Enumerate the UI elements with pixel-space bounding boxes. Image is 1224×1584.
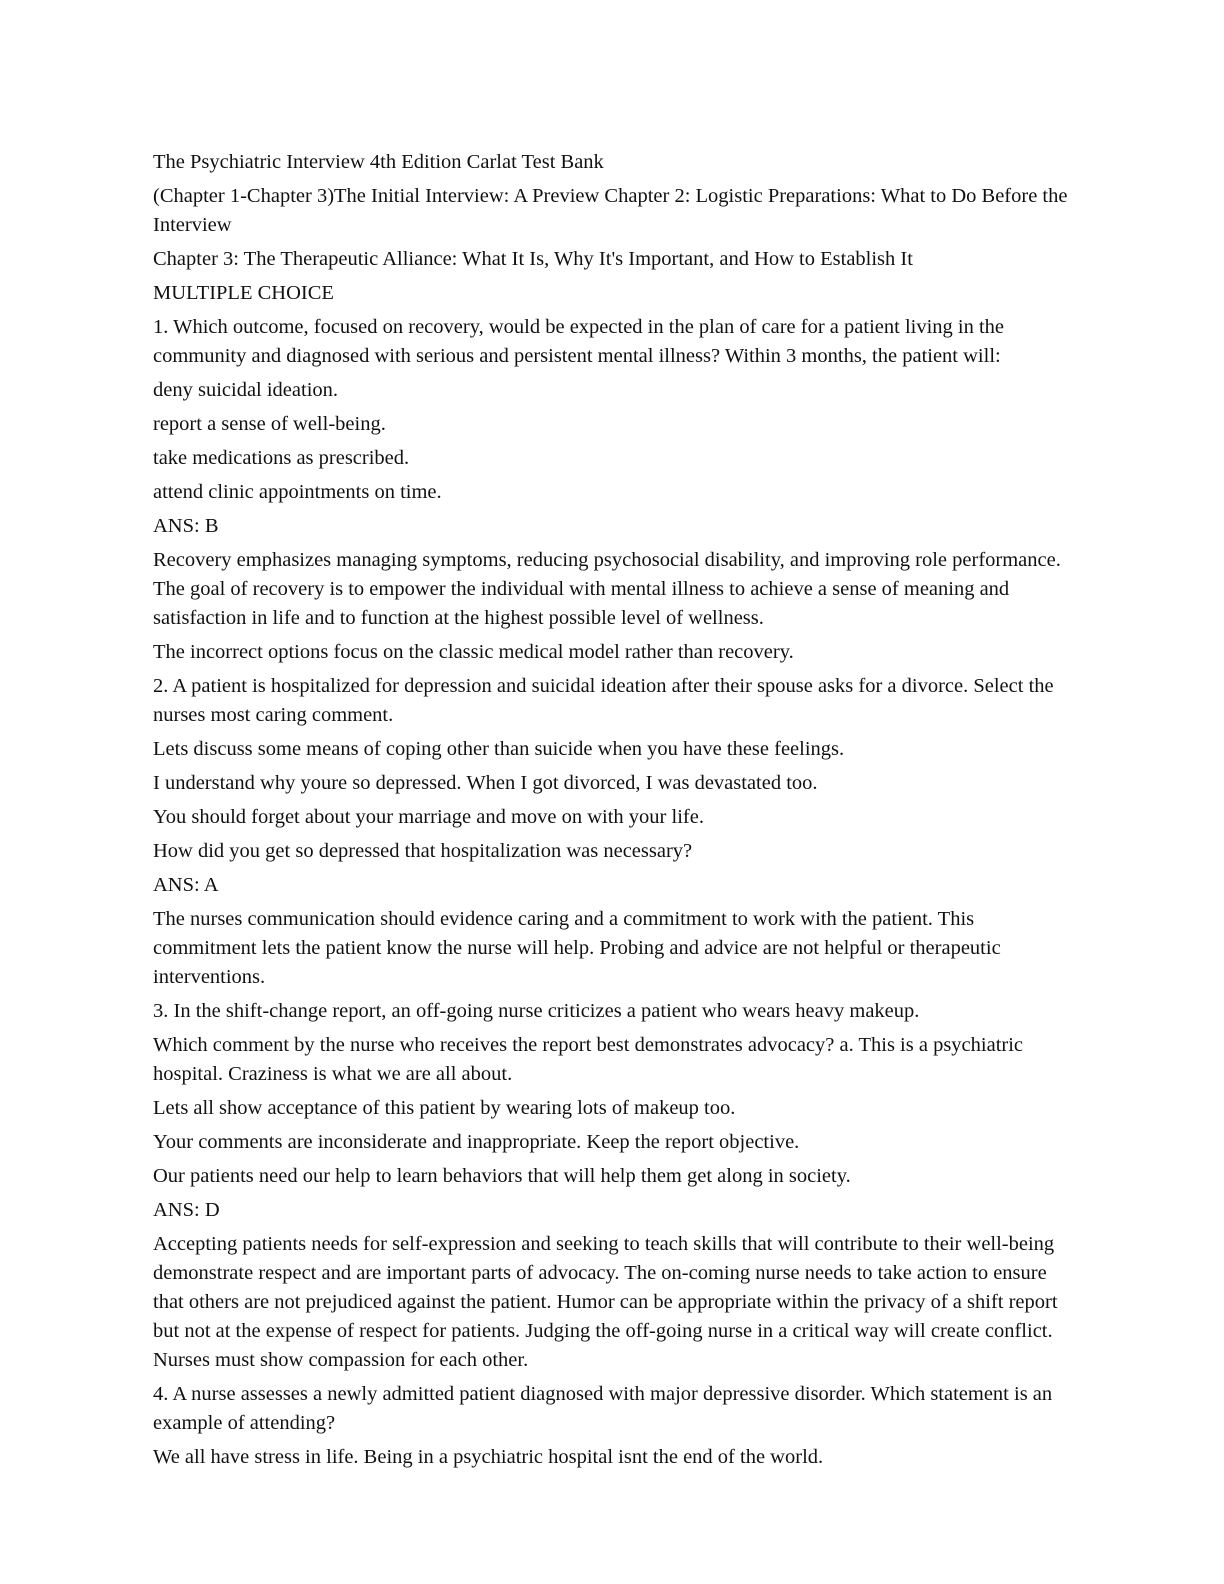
question-1-rationale: The incorrect options focus on the classic medical model rather than recovery. — [153, 641, 794, 663]
question-3-option: Our patients need our help to learn behaviors that will help them get along in society. — [153, 1165, 851, 1187]
question-2-option: Lets discuss some means of coping other than suicide when you have these feelings. — [153, 738, 845, 760]
document-title: The Psychiatric Interview 4th Edition Carlat Test Bank — [153, 151, 604, 173]
question-1-rationale: Recovery emphasizes managing symptoms, reducing psychosocial disability, and improving role performance. The goal of recovery is to empower the individual with mental illness to achieve a sense of meaning and satisfaction in life and to function at the highest possible level of wellness. — [153, 549, 1061, 629]
question-3-answer: ANS: D — [153, 1199, 220, 1221]
question-3-option: Your comments are inconsiderate and inappropriate. Keep the report objective. — [153, 1131, 800, 1153]
question-2-stem: 2. A patient is hospitalized for depression and suicidal ideation after their spouse asks for a divorce. Select the nurses most caring comment. — [153, 675, 1054, 726]
question-3-rationale: Accepting patients needs for self-expression and seeking to teach skills that will contribute to their well-being demonstrate respect and are important parts of advocacy. The on-coming nurse needs to take action to ensure that others are not prejudiced against the patient. Humor can be appropriate within the privacy of a shift report but not at the expense of respect for patients. Judging the off-going nurse in a critical way will create conflict. Nurses must show compassion for each other. — [153, 1233, 1058, 1371]
question-2-answer: ANS: A — [153, 874, 219, 896]
chapters-heading: (Chapter 1-Chapter 3)The Initial Interview: A Preview Chapter 2: Logistic Preparations: What to Do Before the Interview — [153, 185, 1068, 236]
question-2-option: You should forget about your marriage and move on with your life. — [153, 806, 704, 828]
question-1-option: take medications as prescribed. — [153, 447, 410, 469]
question-3-stem-continued: Which comment by the nurse who receives the report best demonstrates advocacy? a. This is a psychiatric hospital. Craziness is what we are all about. — [153, 1034, 1024, 1085]
question-2-rationale: The nurses communication should evidence caring and a commitment to work with the patient. This commitment lets the patient know the nurse will help. Probing and advice are not helpful or therapeutic interventions. — [153, 908, 1001, 988]
section-heading: MULTIPLE CHOICE — [153, 282, 334, 304]
question-3-stem: 3. In the shift-change report, an off-going nurse criticizes a patient who wears heavy makeup. — [153, 1000, 920, 1022]
question-1-answer: ANS: B — [153, 515, 219, 537]
question-4-option: We all have stress in life. Being in a psychiatric hospital isnt the end of the world. — [153, 1446, 824, 1468]
document-body — [153, 148, 1073, 1477]
question-1-option: attend clinic appointments on time. — [153, 481, 442, 503]
question-2-option: I understand why youre so depressed. When I got divorced, I was devastated too. — [153, 772, 818, 794]
question-4-stem: 4. A nurse assesses a newly admitted patient diagnosed with major depressive disorder. Which statement is an example of attending? — [153, 1383, 1053, 1434]
question-3-option: Lets all show acceptance of this patient by wearing lots of makeup too. — [153, 1097, 736, 1119]
question-1-stem: 1. Which outcome, focused on recovery, would be expected in the plan of care for a patient living in the community and diagnosed with serious and persistent mental illness? Within 3 months, the patient will: — [153, 316, 1005, 367]
question-1-option: deny suicidal ideation. — [153, 379, 339, 401]
question-1-option: report a sense of well-being. — [153, 413, 386, 435]
question-2-option: How did you get so depressed that hospitalization was necessary? — [153, 840, 693, 862]
chapter-3-heading: Chapter 3: The Therapeutic Alliance: What It Is, Why It's Important, and How to Establish It — [153, 248, 913, 270]
